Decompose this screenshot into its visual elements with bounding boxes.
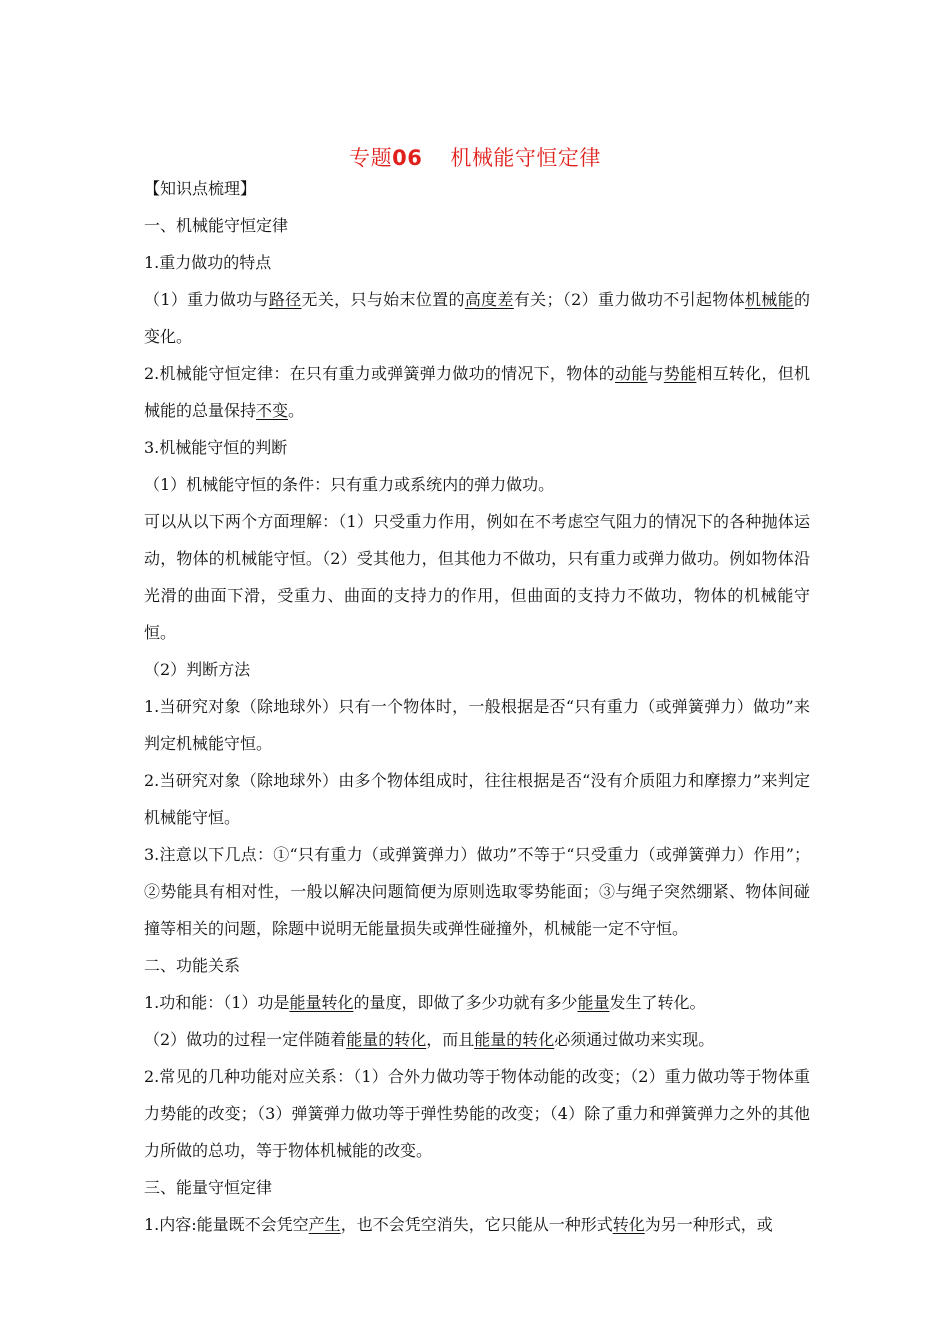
- blank-answer: 不变: [256, 401, 289, 420]
- work-process-paragraph: （2）做功的过程一定伴随着能量的转化，而且能量的转化必须通过做功来实现。: [144, 1030, 715, 1049]
- title-name: 机械能守恒定律: [450, 146, 601, 170]
- title-prefix: 专题: [349, 146, 393, 170]
- section-label: 【知识点梳理】: [144, 179, 257, 198]
- method-2-paragraph: 2.当研究对象（除地球外）由多个物体组成时，往往根据是否“没有介质阻力和摩擦力”来判定机械能守恒。: [144, 771, 810, 827]
- blank-answer: 能量转化: [289, 993, 354, 1012]
- page-title: [0, 142, 950, 172]
- section-3-heading: 三、能量守恒定律: [144, 1178, 273, 1197]
- blank-answer: 动能: [615, 364, 648, 383]
- work-energy-paragraph: 1.功和能：（1）功是能量转化的量度，即做了多少功就有多少能量发生了转化。: [144, 993, 706, 1012]
- gravity-work-heading: 1.重力做功的特点: [144, 253, 272, 272]
- condition-paragraph: （1）机械能守恒的条件：只有重力或系统内的弹力做功。: [144, 475, 555, 494]
- document-body: [144, 170, 810, 1243]
- blank-answer: 能量的转化: [474, 1030, 555, 1049]
- conservation-law-paragraph: 2.机械能守恒定律：在只有重力或弹簧弹力做功的情况下，物体的动能与势能相互转化，但机械能的总量保持不变。: [144, 364, 810, 420]
- blank-answer: 高度差: [464, 290, 514, 309]
- blank-answer: 能量的转化: [346, 1030, 427, 1049]
- method-3-paragraph: 3.注意以下几点：①“只有重力（或弹簧弹力）做功”不等于“只受重力（或弹簧弹力）作用”；②势能具有相对性，一般以解决问题简便为原则选取零势能面；③与绳子突然绷紧、物体间碰撞等相关的问题，除题中说明无能量损失或弹性碰撞外，机械能一定不守恒。: [144, 845, 810, 938]
- blank-answer: 机械能: [744, 290, 794, 309]
- gravity-work-paragraph: （1）重力做功与路径无关，只与始末位置的高度差有关；（2）重力做功不引起物体机械能的变化。: [144, 290, 810, 346]
- blank-answer: 产生: [308, 1215, 341, 1234]
- blank-answer: 转化: [612, 1215, 645, 1234]
- method-heading: （2）判断方法: [144, 660, 251, 679]
- section-1-heading: 一、机械能守恒定律: [144, 216, 289, 235]
- understanding-paragraph: 可以从以下两个方面理解：（1）只受重力作用，例如在不考虑空气阻力的情况下的各种抛体运动，物体的机械能守恒。（2）受其他力，但其他力不做功，只有重力或弹力做功。例如物体沿光滑的曲面下滑，受重力、曲面的支持力的作用，但曲面的支持力不做功，物体的机械能守恒。: [144, 512, 810, 642]
- method-1-paragraph: 1.当研究对象（除地球外）只有一个物体时，一般根据是否“只有重力（或弹簧弹力）做功”来判定机械能守恒。: [144, 697, 810, 753]
- energy-law-paragraph: 1.内容:能量既不会凭空产生，也不会凭空消失，它只能从一种形式转化为另一种形式，或: [144, 1215, 773, 1234]
- blank-answer: 路径: [268, 290, 302, 309]
- blank-answer: 能量: [577, 993, 610, 1012]
- judgement-heading: 3.机械能守恒的判断: [144, 438, 288, 457]
- blank-answer: 势能: [663, 364, 697, 383]
- title-number: 06: [392, 146, 423, 170]
- relations-paragraph: 2.常见的几种功能对应关系：（1）合外力做功等于物体动能的改变；（2）重力做功等于物体重力势能的改变；（3）弹簧弹力做功等于弹性势能的改变；（4）除了重力和弹簧弹力之外的其他力所做的总功，等于物体机械能的改变。: [144, 1067, 810, 1160]
- section-2-heading: 二、功能关系: [144, 956, 241, 975]
